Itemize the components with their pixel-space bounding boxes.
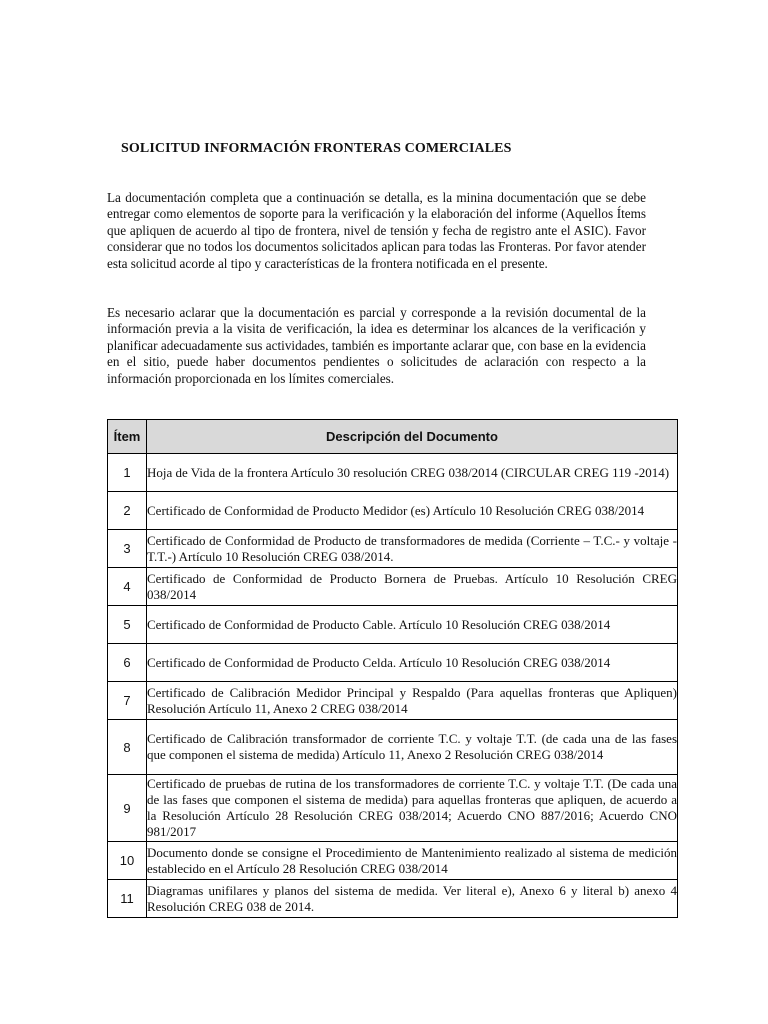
row-description: Certificado de Conformidad de Producto Medidor (es) Artículo 10 Resolución CREG 038/2014: [147, 492, 678, 530]
row-number: 2: [108, 492, 147, 530]
table-row: [108, 454, 678, 492]
table-row: [108, 644, 678, 682]
row-number: 10: [108, 842, 147, 880]
documents-table: [107, 419, 678, 918]
table-row: [108, 492, 678, 530]
table-row: [108, 606, 678, 644]
row-description: Certificado de Calibración Medidor Principal y Respaldo (Para aquellas fronteras que Apliquen) Resolución Artículo 11, Anexo 2 CREG 038/2014: [147, 682, 678, 720]
row-description: Certificado de pruebas de rutina de los transformadores de corriente T.C. y voltaje T.T. (De cada una de las fases que componen el sistema de medida) para aquellas fronteras que apliquen, de acuerdo a la Resolución Artículo 28 Resolución CREG 038/2014; Acuerdo CNO 887/2016; Acuerdo CNO 981/2017: [147, 775, 678, 842]
document-title: SOLICITUD INFORMACIÓN FRONTERAS COMERCIALES: [121, 141, 512, 156]
intro-paragraph: La documentación completa que a continuación se detalla, es la minina documentación que se debe entregar como elementos de soporte para la verificación y la elaboración del informe (Aquellos Ítems que apliquen de acuerdo al tipo de frontera, nivel de tensión y fecha de registro ante el ASIC). Favor considerar que no todos los documentos solicitados aplican para todas las Fronteras. Por favor atender esta solicitud acorde al tipo y características de la frontera notificada en el presente.: [107, 190, 646, 271]
table-row: [108, 530, 678, 568]
table-row: [108, 720, 678, 775]
table-row: [108, 880, 678, 918]
table-row: [108, 842, 678, 880]
row-number: 4: [108, 568, 147, 606]
row-number: 9: [108, 775, 147, 842]
row-description: Certificado de Conformidad de Producto Celda. Artículo 10 Resolución CREG 038/2014: [147, 644, 678, 682]
row-description: Certificado de Calibración transformador de corriente T.C. y voltaje T.T. (de cada una de las fases que componen el sistema de medida) Artículo 11, Anexo 2 Resolución CREG 038/2014: [147, 720, 678, 775]
row-description: Certificado de Conformidad de Producto de transformadores de medida (Corriente – T.C.- y voltaje - T.T.-) Artículo 10 Resolución CREG 038/2014.: [147, 530, 678, 568]
row-number: 8: [108, 720, 147, 775]
table-row: [108, 568, 678, 606]
header-item: Ítem: [108, 420, 147, 454]
row-description: Certificado de Conformidad de Producto Cable. Artículo 10 Resolución CREG 038/2014: [147, 606, 678, 644]
table-row: [108, 682, 678, 720]
row-number: 6: [108, 644, 147, 682]
row-number: 1: [108, 454, 147, 492]
row-description: Certificado de Conformidad de Producto Bornera de Pruebas. Artículo 10 Resolución CREG 038/2014: [147, 568, 678, 606]
row-description: Hoja de Vida de la frontera Artículo 30 resolución CREG 038/2014 (CIRCULAR CREG 119 -2014): [147, 454, 678, 492]
row-number: 11: [108, 880, 147, 918]
clarification-paragraph: Es necesario aclarar que la documentación es parcial y corresponde a la revisión documental de la información previa a la visita de verificación, la idea es determinar los alcances de la verificación y planificar adecuadamente sus actividades, también es importante aclarar que, con base en la evidencia en el sitio, puede haber documentos pendientes o solicitudes de aclaración con respecto a la información proporcionada en los límites comerciales.: [107, 305, 646, 386]
row-number: 7: [108, 682, 147, 720]
row-number: 5: [108, 606, 147, 644]
table-header-row: [108, 420, 678, 454]
row-description: Documento donde se consigne el Procedimiento de Mantenimiento realizado al sistema de medición establecido en el Artículo 28 Resolución CREG 038/2014: [147, 842, 678, 880]
row-description: Diagramas unifilares y planos del sistema de medida. Ver literal e), Anexo 6 y literal b) anexo 4 Resolución CREG 038 de 2014.: [147, 880, 678, 918]
row-number: 3: [108, 530, 147, 568]
header-description: Descripción del Documento: [147, 420, 678, 454]
table-row: [108, 775, 678, 842]
